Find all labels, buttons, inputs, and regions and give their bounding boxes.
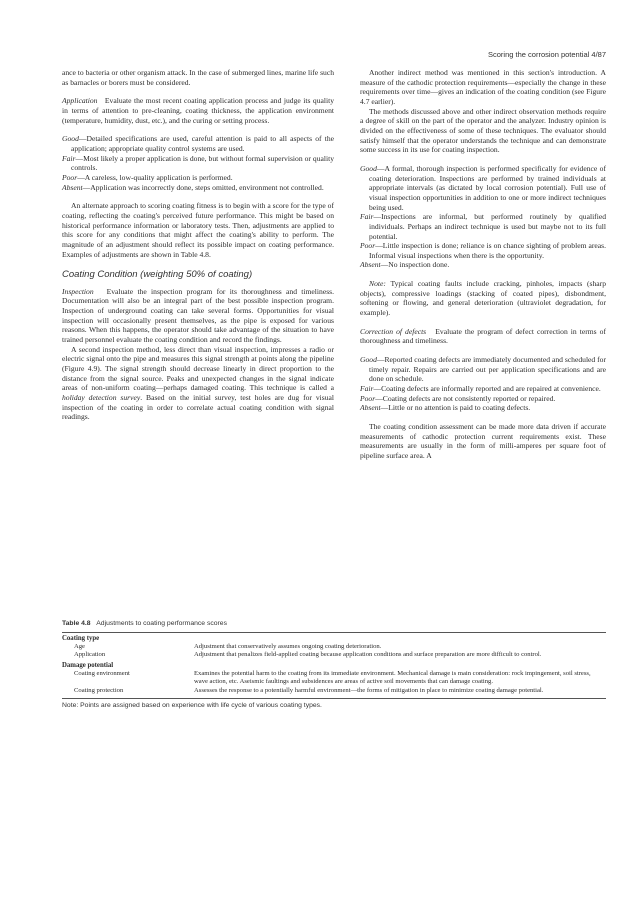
application-lead: Application xyxy=(62,96,98,106)
inspection-grade-absent: Absent—No inspection done. xyxy=(360,260,450,270)
correction-paragraph: Correction of defects Evaluate the program of defect correction in terms of thoroughness and timeliness. xyxy=(360,326,606,346)
adjustments-table xyxy=(62,620,606,709)
inspection-paragraph xyxy=(62,287,334,345)
section-heading: Coating Condition (weighting 50% of coating) xyxy=(62,269,253,281)
table-group-title: Damage potential xyxy=(62,661,114,669)
methods-paragraph: The methods discussed above and other indirect observation methods require a degree of skill on the part of the operator and the analyzer. Industry opinion is divided on the effectiveness of some of these techniques. The evaluator should satisfy himself that the operator understands the technique and can demonstrate some success in its use for coating inspection. xyxy=(360,106,606,155)
table-bottom-rule xyxy=(62,698,606,699)
table-note: Note: Points are assigned based on experience with life cycle of various coating types. xyxy=(62,702,322,710)
grade-absent: Absent—Application was incorrectly done, steps omitted, environment not controlled. xyxy=(62,182,324,192)
inspection-grade-fair: Fair—Inspections are informal, but performed routinely by qualified individuals. Perhaps an indirect technique is used but maybe not to its full potential. xyxy=(360,212,606,241)
correction-grade-good: Good—Reported coating defects are immediately documented and scheduled for timely repair. Repairs are carried out per application specifications and are done on schedule. xyxy=(360,355,606,384)
alternate-approach-paragraph: An alternate approach to scoring coating fitness is to begin with a score for the type of coating, reflecting the coating's perceived future performance. This might be based on historical performance information or laboratory tests. Then, adjustments are applied to this score for any conditions that might affect the coating's ability to perform. The magnitude of an adjustment should reflect its possible impact on coating performance. Examples of adjustments are shown in Table 4.8. xyxy=(62,201,334,259)
table-row: Coating environment Examines the potential harm to the coating from its immediate environment. Mechanical damage is main consideration: rock impingement, soil stress, wave action, etc. Aseismic faultings and subsidences are areas of active soil movements that can damage coating. xyxy=(74,669,591,686)
correction-grade-poor: Poor—Coating defects are not consistently reported or repaired. xyxy=(360,393,556,403)
second-method-paragraph: A second inspection method, less direct than visual inspection, impresses a radio or electric signal onto the pipe and measures this signal strength at points along the pipeline (Figure 4.9). The signal strength should decrease linearly in direct proportion to the distance from the signal source. Peaks and unexpected changes in the signal indicate areas of non-uniform coating—perhaps damaged coating. This technique is called a holiday detection survey. Based on the initial survey, test holes are dug for visual inspection of the coating in order to correlate actual coating condition with signal readings. xyxy=(62,344,334,422)
table-row: Coating protection Assesses the response to a potentially harmful environment—the forms of mitigation in place to minimize coating damage potential. xyxy=(74,686,544,694)
grade-poor: Poor—A careless, low-quality application is performed. xyxy=(62,172,233,182)
inspection-grade-poor: Poor—Little inspection is done; reliance is on chance sighting of problem areas. Informal visual inspections when there is the opportunity. xyxy=(360,241,606,260)
table-caption: Table 4.8 Adjustments to coating performance scores xyxy=(62,620,227,627)
holiday-term: holiday detection survey xyxy=(62,393,141,403)
application-text: Evaluate the most recent coating application process and judge its quality in terms of attention to pre-cleaning, coating thickness, the application environment (temperature, humidity, dust, etc.), and the curing or setting process. xyxy=(62,96,334,125)
indirect-method-paragraph: Another indirect method was mentioned in this section's introduction. A measure of the cathodic protection requirements—especially the change in these requirements over time—gives an indication of the coating condition (see Figure 4.7 earlier). xyxy=(360,68,606,106)
table-group-title: Coating type xyxy=(62,635,100,642)
faults-note: Note: Typical coating faults include cracking, pinholes, impacts (sharp objects), compressive loadings (stacking of coated pipes), disbondment, softening or flowing, and general deterioration (ultraviolet degradation, for example). xyxy=(360,279,606,318)
final-paragraph: The coating condition assessment can be made more data driven if accurate measurements of cathodic protection current requirements exist. These measurements are usually in the form of milli-amperes per square foot of pipeline surface area. A xyxy=(360,422,606,460)
left-column xyxy=(62,68,334,422)
correction-grade-fair: Fair—Coating defects are informally reported and are repaired at convenience. xyxy=(360,384,601,394)
application-paragraph xyxy=(62,96,334,125)
table-row: Application Adjustment that penalizes field-applied coating because application conditions and surface preparation are more difficult to control. xyxy=(74,651,542,659)
inspection-text: Evaluate the inspection program for its thoroughness and timeliness. Documentation will also be an integral part of the best possible inspection program. Inspection of underground coating can take several forms. Opportunities for visual inspection will occasionally present themselves, as the pipe is exposed for various reasons. When this happens, the operator should take advantage of the situation to have trained personnel evaluate the coating condition and record the findings. xyxy=(62,286,335,345)
intro-paragraph: ance to bacteria or other organism attack. In the case of submerged lines, marine life such as barnacles or borers must be considered. xyxy=(62,68,334,87)
table-top-rule xyxy=(62,632,606,633)
table-row: Age Adjustment that conservatively assumes ongoing coating deterioration. xyxy=(74,643,382,650)
inspection-grade-good: Good—A formal, thorough inspection is performed specifically for evidence of coating deterioration. Inspections are performed by trained individuals at appropriate intervals (as dictated by local corrosion potential). Full use of visual inspection opportunities in addition to one or more indirect techniques being used. xyxy=(360,163,606,212)
grade-good: Good—Detailed specifications are used, careful attention is paid to all aspects of the application; appropriate quality control systems are used. xyxy=(62,134,334,153)
right-column xyxy=(360,68,606,461)
correction-lead: Correction of defects xyxy=(360,326,427,336)
inspection-lead: Inspection xyxy=(62,286,94,296)
running-head: Scoring the corrosion potential 4/87 xyxy=(488,50,606,59)
correction-grade-absent: Absent—Little or no attention is paid to coating defects. xyxy=(360,403,531,413)
grade-fair: Fair—Most likely a proper application is done, but without formal supervision or quality controls. xyxy=(62,153,334,173)
